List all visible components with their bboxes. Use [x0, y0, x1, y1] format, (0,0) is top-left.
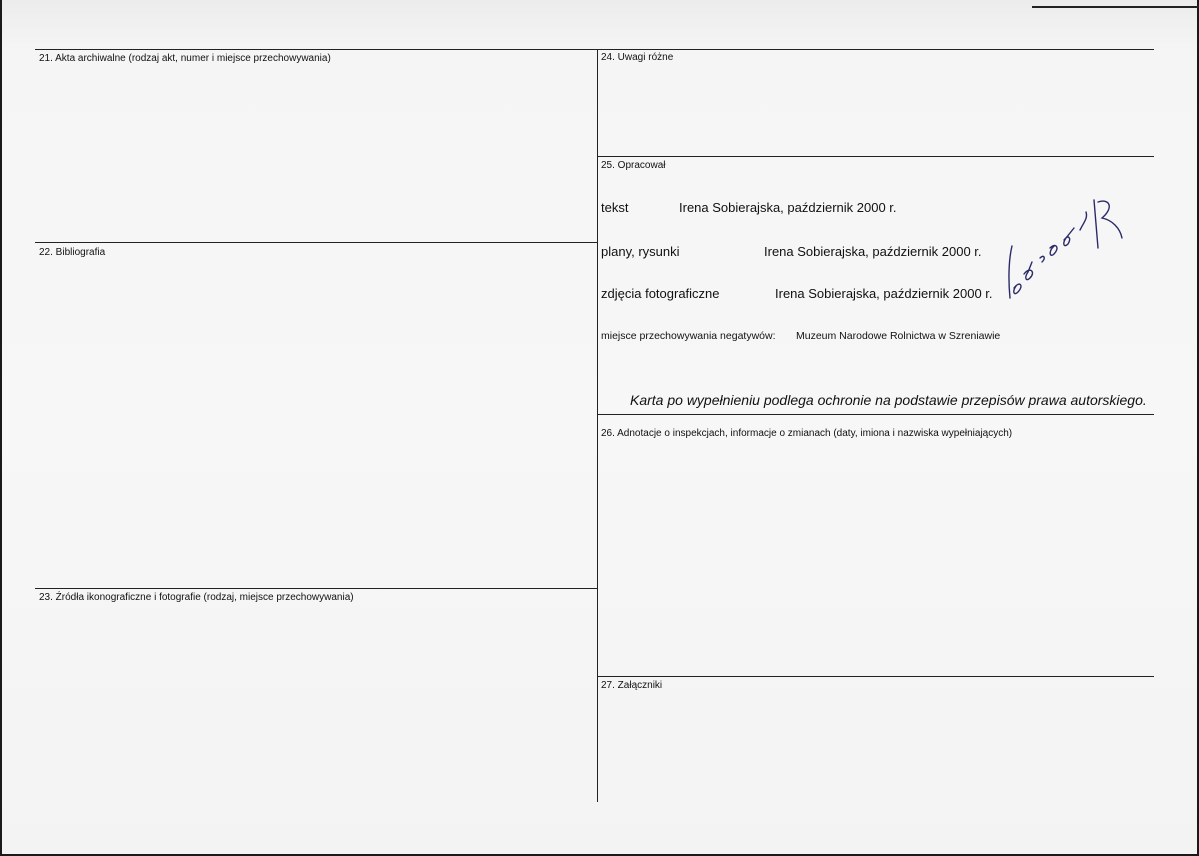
- section-21-label: 21. Akta archiwalne (rodzaj akt, numer i miejsce przechowywania): [39, 53, 331, 64]
- section-22-label: 22. Bibliografia: [39, 247, 106, 258]
- section-25-label: 25. Opracował: [601, 160, 666, 171]
- rule-section-23: [35, 588, 598, 589]
- photos-author-value: Irena Sobierajska, październik 2000 r.: [775, 286, 993, 301]
- rule-section-27: [597, 676, 1154, 677]
- text-author-value: Irena Sobierajska, październik 2000 r.: [679, 200, 897, 215]
- plans-author-value: Irena Sobierajska, październik 2000 r.: [764, 244, 982, 259]
- handwritten-signature-icon: [1002, 188, 1132, 308]
- section-23-label: 23. Źródła ikonograficzne i fotografie (rodzaj, miejsce przechowywania): [39, 592, 354, 603]
- photos-author-label: zdjęcia fotograficzne: [601, 286, 720, 301]
- section-26-label: 26. Adnotacje o inspekcjach, informacje o zmianach (daty, imiona i nazwiska wypełniających): [601, 428, 1013, 439]
- rule-section-22: [35, 242, 598, 243]
- text-author-label: tekst: [601, 200, 629, 215]
- column-divider: [597, 49, 598, 802]
- rule-section-25: [597, 156, 1154, 157]
- rule-section-21: [35, 49, 598, 50]
- section-27-label: 27. Załączniki: [601, 680, 663, 691]
- section-24-label: 24. Uwagi różne: [601, 52, 674, 63]
- copyright-notice: Karta po wypełnieniu podlega ochronie na podstawie przepisów prawa autorskiego.: [630, 392, 1147, 408]
- rule-section-26: [597, 414, 1154, 415]
- top-edge-line: [1032, 6, 1199, 8]
- plans-author-label: plany, rysunki: [601, 244, 680, 259]
- negatives-location-label: miejsce przechowywania negatywów:: [601, 330, 776, 342]
- negatives-location-value: Muzeum Narodowe Rolnictwa w Szreniawie: [796, 330, 1001, 342]
- rule-section-24: [597, 49, 1154, 50]
